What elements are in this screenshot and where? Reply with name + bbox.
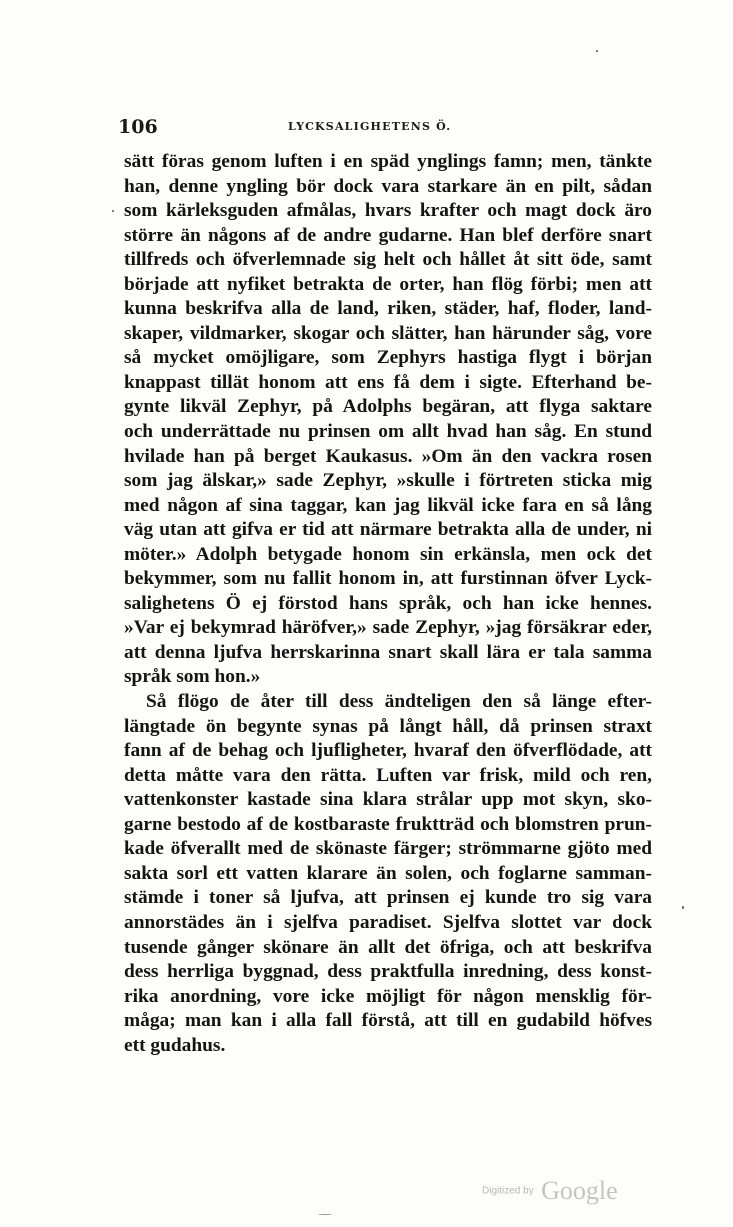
text-line: annorstädes än i sjelfva paradiset. Sjelfva slottet var dock	[124, 911, 652, 933]
text-line: som jag älskar,» sade Zephyr, »skulle i förtreten sticka mig	[124, 470, 652, 492]
text-line: stämde i toner så ljufva, att prinsen ej kunde tro sig vara	[124, 887, 652, 909]
paper-speck	[682, 906, 684, 909]
text-line: med någon af sina taggar, kan jag likväl icke fara en så lång	[124, 494, 652, 516]
text-line: möter.» Adolph betygade honom sin erkänsla, men ock det	[124, 543, 652, 565]
text-line: började att nyfiket betrakta de orter, han flög förbi; men att	[124, 273, 652, 295]
running-title: LYCKSALIGHETENS Ö.	[288, 120, 452, 133]
page-number: 106	[118, 116, 158, 138]
text-line: som kärleksguden afmålas, hvars krafter och magt dock äro	[124, 200, 652, 222]
text-line: språk som hon.»	[124, 666, 261, 688]
text-line: måga; man kan i alla fall förstå, att till en gudabild höfves	[124, 1010, 652, 1032]
text-line: han, denne yngling bör dock vara starkare än en pilt, sådan	[124, 175, 652, 197]
digitized-watermark	[482, 1176, 618, 1206]
text-line: »Var ej bekymrad häröfver,» sade Zephyr, »jag försäkrar eder,	[124, 617, 652, 639]
paper-speck	[112, 210, 114, 212]
text-line: att denna ljufva herrskarinna snart skall lära er tala samma	[124, 641, 652, 663]
text-line: detta måtte vara den rätta. Luften var frisk, mild och ren,	[124, 764, 652, 786]
text-line: dess herrliga byggnad, dess praktfulla inredning, dess konst-	[124, 961, 652, 983]
text-line: tillfreds och öfverlemnade sig helt och hållet åt sitt öde, samt	[124, 249, 652, 271]
text-line: hvilade han på berget Kaukasus. »Om än den vackra rosen	[124, 445, 652, 467]
text-line: gynte likväl Zephyr, på Adolphs begäran, att flyga saktare	[124, 396, 652, 418]
digitized-by-label: Digitized by	[482, 1185, 534, 1197]
text-line: så mycket omöjligare, som Zephyrs hastiga flygt i början	[124, 347, 652, 369]
text-line: större än någons af de andre gudarne. Han blef derföre snart	[124, 224, 652, 246]
paper-speck	[596, 50, 598, 52]
page-header	[118, 116, 648, 138]
text-line: fann af de behag och ljufligheter, hvaraf den öfverflödade, att	[124, 740, 652, 762]
text-line: skaper, vildmarker, skogar och slätter, han härunder såg, vore	[124, 322, 652, 344]
text-line: sätt föras genom luften i en späd ynglings famn; men, tänkte	[124, 151, 652, 172]
text-line: ett gudahus.	[124, 1034, 226, 1056]
text-line: knappast tillät honom att ens få dem i sigte. Efterhand be-	[124, 371, 652, 393]
text-line: salighetens Ö ej förstod hans språk, och han icke hennes.	[124, 592, 652, 614]
text-line: Så flögo de åter till dess ändteligen den så länge efter-	[146, 691, 652, 713]
google-logo: Google	[541, 1176, 618, 1205]
text-line: väg utan att gifva er tid att närmare betrakta alla de under, ni	[124, 519, 652, 541]
text-line: längtade ön begynte synas på långt håll, då prinsen straxt	[124, 715, 652, 737]
text-line: kade öfverallt med de skönaste färger; strömmarne gjöto med	[124, 838, 652, 860]
text-line: tusende gånger skönare än allt det öfriga, och att beskrifva	[124, 936, 652, 958]
text-line: rika anordning, vore icke möjligt för någon mensklig för-	[124, 985, 652, 1007]
body-text	[124, 150, 652, 1058]
text-line: sakta sorl ett vatten klarare än solen, och foglarne samman-	[124, 862, 652, 884]
text-line: vattenkonster kastade sina klara strålar upp mot skyn, sko-	[124, 789, 652, 811]
text-line: garne bestodo af de kostbaraste fruktträd och blomstren prun-	[124, 813, 652, 835]
text-line: kunna beskrifva alla de land, riken, städer, haf, floder, land-	[124, 298, 652, 320]
paper-speck	[318, 1214, 332, 1215]
text-line: bekymmer, som nu fallit honom in, att furstinnan öfver Lyck-	[124, 568, 652, 590]
text-line: och underrättade nu prinsen om allt hvad han såg. En stund	[124, 421, 652, 443]
